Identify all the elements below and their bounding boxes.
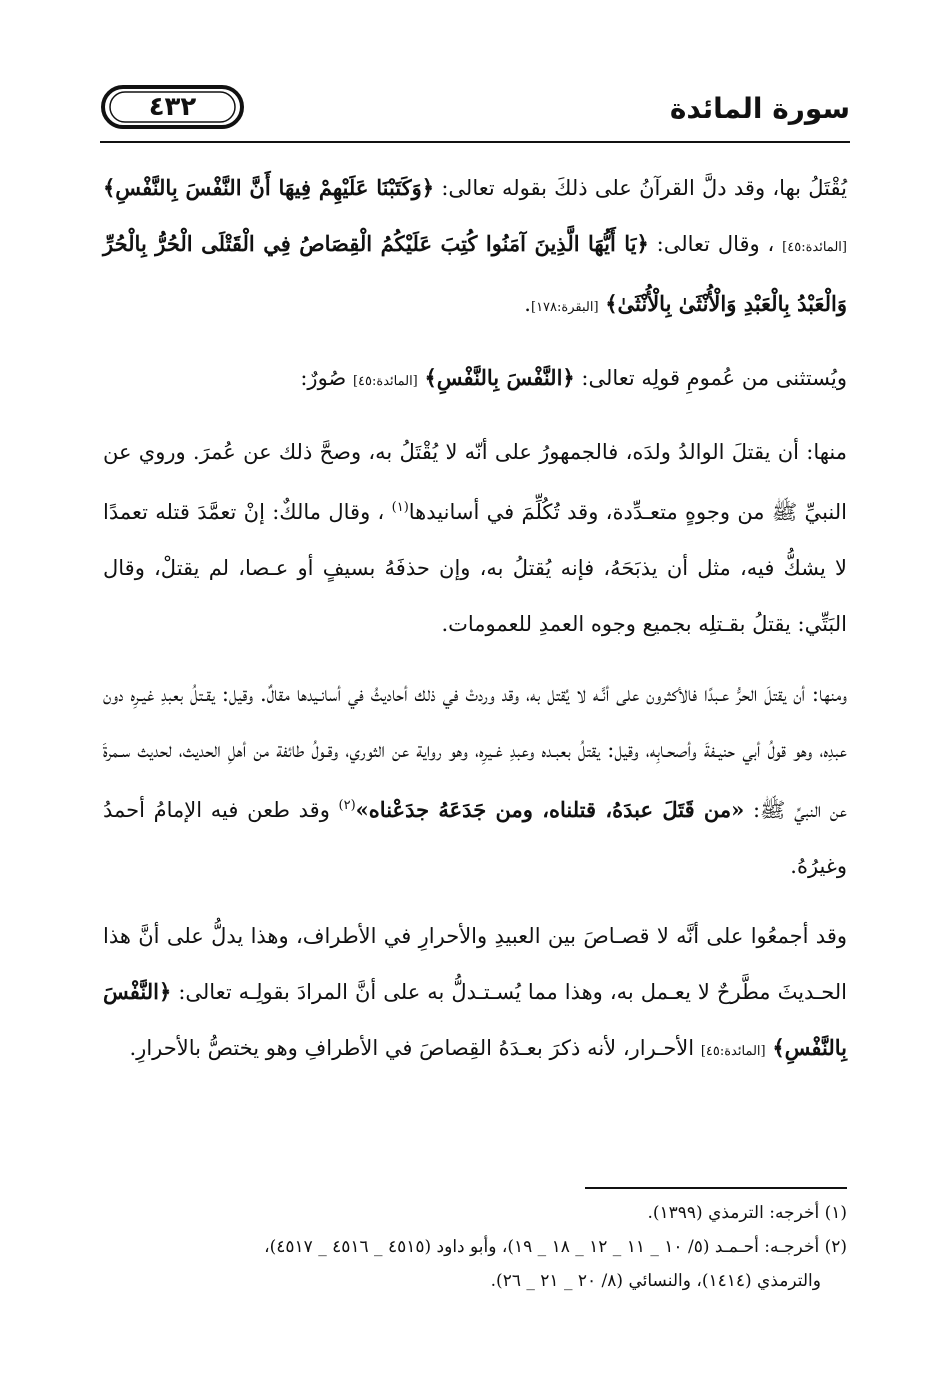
paragraph-4 xyxy=(103,666,847,894)
quran-verse: ﴿يَا أَيُّهَا الَّذِينَ آمَنُوا كُتِبَ عَلَيْكُمُ الْقِصَاصُ فِي الْقَتْلَى الْحُرُّ بِالْحُرِّ وَالْعَبْدُ بِالْعَبْدِ وَالْأُنْثَىٰ بِالْأُنْثَىٰ﴾ xyxy=(103,231,847,316)
footnote-2-continued: والترمذي (١٤١٤)، والنسائي (٨/ ٢٠ _ ٢١ _ ٢٦). xyxy=(490,1271,821,1291)
text-span: الأحـرار، لأنه ذكرَ بعـدَهُ القِصاصَ في الأطرافِ وهو يختصُّ بالأحرارِ. xyxy=(129,1036,695,1060)
footnote-divider xyxy=(585,1187,847,1189)
text-span: وقد طعن فيه الإمامُ أحمدُ وغيرُهُ. xyxy=(103,798,847,878)
quran-verse: ﴿النَّفْسَ بِالنَّفْسِ﴾ xyxy=(103,979,847,1060)
paragraph-2 xyxy=(103,350,847,410)
quran-verse: ﴿النَّفْسَ بِالنَّفْسِ﴾ xyxy=(424,365,575,390)
main-text xyxy=(103,160,847,1080)
text-span: يُقْتَلُ بها، وقد دلَّ القرآنُ على ذلكَ بقوله تعالى: xyxy=(441,176,847,200)
page-header xyxy=(100,82,850,142)
verse-reference: [المائدة:٤٥] xyxy=(352,374,418,389)
paragraph-1 xyxy=(103,160,847,336)
page-number: ٤٣٢ xyxy=(148,92,197,122)
text-span: . xyxy=(524,292,531,316)
footnote-2: (٢) أخرجـه: أحـمـد (٥/ ١٠ _ ١١ _ ١٢ _ ١٨ _ ١٩)، وأبو داود (٤٥١٥ _ ٤٥١٦ _ ٤٥١٧)، xyxy=(264,1237,847,1257)
verse-reference: [البقرة:١٧٨] xyxy=(530,300,599,315)
text-span: ويُستثنى من عُمومِ قولِه تعالى: xyxy=(581,366,847,390)
footnote-marker[interactable]: (٢) xyxy=(338,798,356,813)
paragraph-5 xyxy=(103,908,847,1080)
hadith-quote: «من قَتَلَ عبدَهُ، قتلناه، ومن جَدَعَهُ جدَعْناه» xyxy=(355,797,745,822)
verse-reference: [المائدة:٤٥] xyxy=(782,240,847,255)
paragraph-3 xyxy=(103,424,847,652)
verse-reference: [المائدة:٤٥] xyxy=(700,1044,766,1059)
text-span: منها: أن يقتلَ الوالدُ ولدَه، فالجمهورُ على أنّه لا يُقْتَلُ به، وصحَّ ذلك عن عُمرَ. وروي عن النبيِّ ﷺ من وجوهٍ متعـدِّدة، وقد تُكُلِّمَ في أسانيدها xyxy=(103,440,847,524)
text-span: ، وقال مالكٌ: إنْ تعمَّدَ قتله تعمدًا لا يشكُّ فيه، مثل أن يذبَحَهُ، فإنه يُقتلُ به، وإن حذفَهُ بسيفٍ أو عـصا، لم يقتلْ، وقال البَتِّي: يقتلُ بقـتلِه بجميع وجوه العمدِ للعمومات. xyxy=(103,500,847,636)
header-divider xyxy=(100,141,850,143)
quran-verse: ﴿وَكَتَبْنَا عَلَيْهِمْ فِيهَا أَنَّ النَّفْسَ بِالنَّفْسِ﴾ xyxy=(103,175,435,200)
surah-title: سورة المائدة xyxy=(669,92,850,125)
page-number-badge xyxy=(100,84,245,130)
text-span: ومنها: أن يقتلَ الحرُّ عـبدًا فالأكثرون على أنَّـه لا يُقتل به، وقد وردتْ في ذلك أحاديثُ في أسانـيدها مقالٌ. وقيل: يقـتلُ بعبدِ غيـرِه دون عبدِه، وهو قولُ أبي حنيـفةَ وأصحـابِه، وقيل: يقتلُ بعبـده وعبدِ غـيرِه، وهو رواية عن الثوري، وقـولُ طائفة من أهلِ الحديث، لحديث سـمرةَ عن النبيِّ ﷺ: xyxy=(103,682,847,822)
footnote-marker[interactable]: (١) xyxy=(391,500,409,515)
footnotes xyxy=(103,1196,847,1298)
text-span: صُورٌ: xyxy=(300,366,347,390)
text-span: ، وقال تعالى: xyxy=(656,232,775,256)
text-span: وقد أجمعُوا على أنَّه لا قصـاصَ بين العبيدِ والأحرارِ في الأطراف، وهذا يدلُّ على أنَّ هذا الحـديثَ مطَّرحٌ لا يعـمل به، وهذا مما يُسـتـدلُّ به على أنَّ المرادَ بقولِـه تعالى: xyxy=(103,924,847,1004)
footnote-1: (١) أخرجه: الترمذي (١٣٩٩). xyxy=(647,1203,847,1223)
